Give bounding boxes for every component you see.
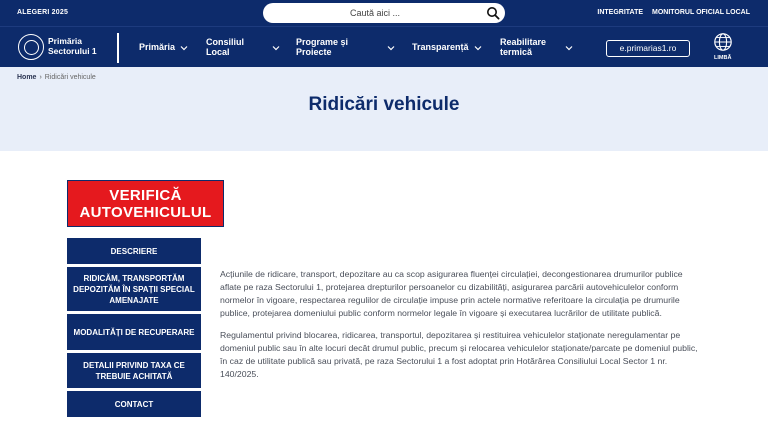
sidebar-item-label: RIDICĂM, TRANSPORTĂM DEPOZITĂM ÎN SPAȚII SPECIAL AMENAJATE	[73, 273, 195, 305]
nav-item-primaria[interactable]	[139, 42, 175, 52]
verify-vehicle-button[interactable]	[67, 180, 224, 227]
nav-item-transparenta[interactable]	[412, 42, 469, 52]
sidebar-item-modalitati[interactable]	[67, 314, 201, 350]
nav-item-label: Consiliul	[206, 37, 244, 47]
verify-button-line1: VERIFICĂ	[109, 187, 182, 204]
elections-link[interactable]: ALEGERI 2025	[17, 9, 69, 16]
sidebar-item-descriere[interactable]	[67, 238, 201, 264]
chevron-down-icon[interactable]	[565, 45, 573, 51]
nav-divider	[117, 33, 119, 63]
sidebar-item-label: CONTACT	[114, 399, 154, 409]
nav-item-label: Proiecte	[296, 47, 332, 57]
chevron-down-icon[interactable]	[180, 45, 188, 51]
breadcrumb-current: Ridicări vehicule	[44, 74, 96, 81]
nav-item-programe-proiecte[interactable]	[296, 37, 348, 57]
page-hero	[0, 67, 768, 151]
content-paragraph: Regulamentul privind blocarea, ridicarea, transportul, depozitarea și restituirea vehiculelor staționate neregulamentar pe domeniul public sau în alte locuri decât drumul public, precum și relocarea vehiculelor staționate/parcate pe domeniul public, în caz de utilitate publică sau privată, pe raza Sectorului 1 a fost adoptat prin Hotărârea Consiliului Local Sector 1 nr. 140/2025.	[220, 330, 698, 379]
integritate-link[interactable]: INTEGRITATE	[597, 9, 644, 16]
verify-button-line2: AUTOVEHICULUL	[79, 204, 212, 221]
nav-item-label: Reabilitare	[500, 37, 547, 47]
search-icon[interactable]	[486, 6, 500, 20]
monitorul-oficial-link[interactable]: MONITORUL OFICIAL LOCAL	[652, 9, 750, 16]
sidebar-item-taxa[interactable]	[67, 353, 201, 388]
sidebar-item-contact[interactable]	[67, 391, 201, 417]
eprimaria-button[interactable]: e.primarias1.ro	[606, 40, 690, 57]
brand-line1: Primăria	[48, 36, 83, 46]
logo-icon[interactable]	[18, 34, 44, 60]
nav-item-reabilitare-termica[interactable]	[500, 37, 546, 57]
language-label[interactable]: LIMBĂ	[714, 55, 732, 61]
main-content	[220, 268, 702, 390]
breadcrumb-home-link[interactable]: Home	[17, 74, 37, 81]
search-box[interactable]	[263, 3, 505, 23]
nav-item-consiliul-local[interactable]	[206, 37, 244, 57]
nav-item-label: Transparență	[412, 42, 469, 52]
top-utility-bar	[0, 0, 768, 26]
nav-item-label: Primăria	[139, 42, 176, 52]
breadcrumb-separator: ›	[39, 74, 42, 81]
content-paragraph: Acțiunile de ridicare, transport, depozitare au ca scop asigurarea fluenței circulației, decongestionarea drumurilor publice aflate pe raza Sectorului 1, protejarea drepturilor persoanelor cu dizabilități, asigurarea parcării autovehiculelor conform normelor în vigoare, respectarea regulilor de circulație impuse prin actele normative referitoare la circulația pe drumurile publice, protejarea domeniului public conform normelor legale în vigoare și executarea lucrărilor de utilitate publică.	[220, 269, 683, 318]
sidebar-item-label: DETALII PRIVIND TAXA CE TREBUIE ACHITATĂ	[83, 360, 185, 381]
main-navigation	[0, 26, 768, 67]
nav-item-label: Programe și	[296, 37, 349, 47]
chevron-down-icon[interactable]	[387, 45, 395, 51]
globe-icon[interactable]	[713, 32, 733, 52]
brand-line2: Sectorului 1	[48, 46, 97, 56]
breadcrumb	[17, 74, 96, 81]
sidebar-item-label: DESCRIERE	[110, 246, 158, 256]
page-title: Ridicări vehicule	[308, 94, 460, 115]
top-links	[590, 9, 750, 16]
brand-name[interactable]	[48, 36, 97, 56]
chevron-down-icon[interactable]	[474, 45, 482, 51]
chevron-down-icon[interactable]	[272, 45, 280, 51]
search-input[interactable]	[275, 5, 475, 21]
sidebar-item-ridicam[interactable]	[67, 267, 201, 311]
nav-item-label: Local	[206, 47, 230, 57]
nav-item-label: termică	[500, 47, 533, 57]
sidebar-item-label: MODALITĂȚI DE RECUPERARE	[73, 327, 195, 337]
